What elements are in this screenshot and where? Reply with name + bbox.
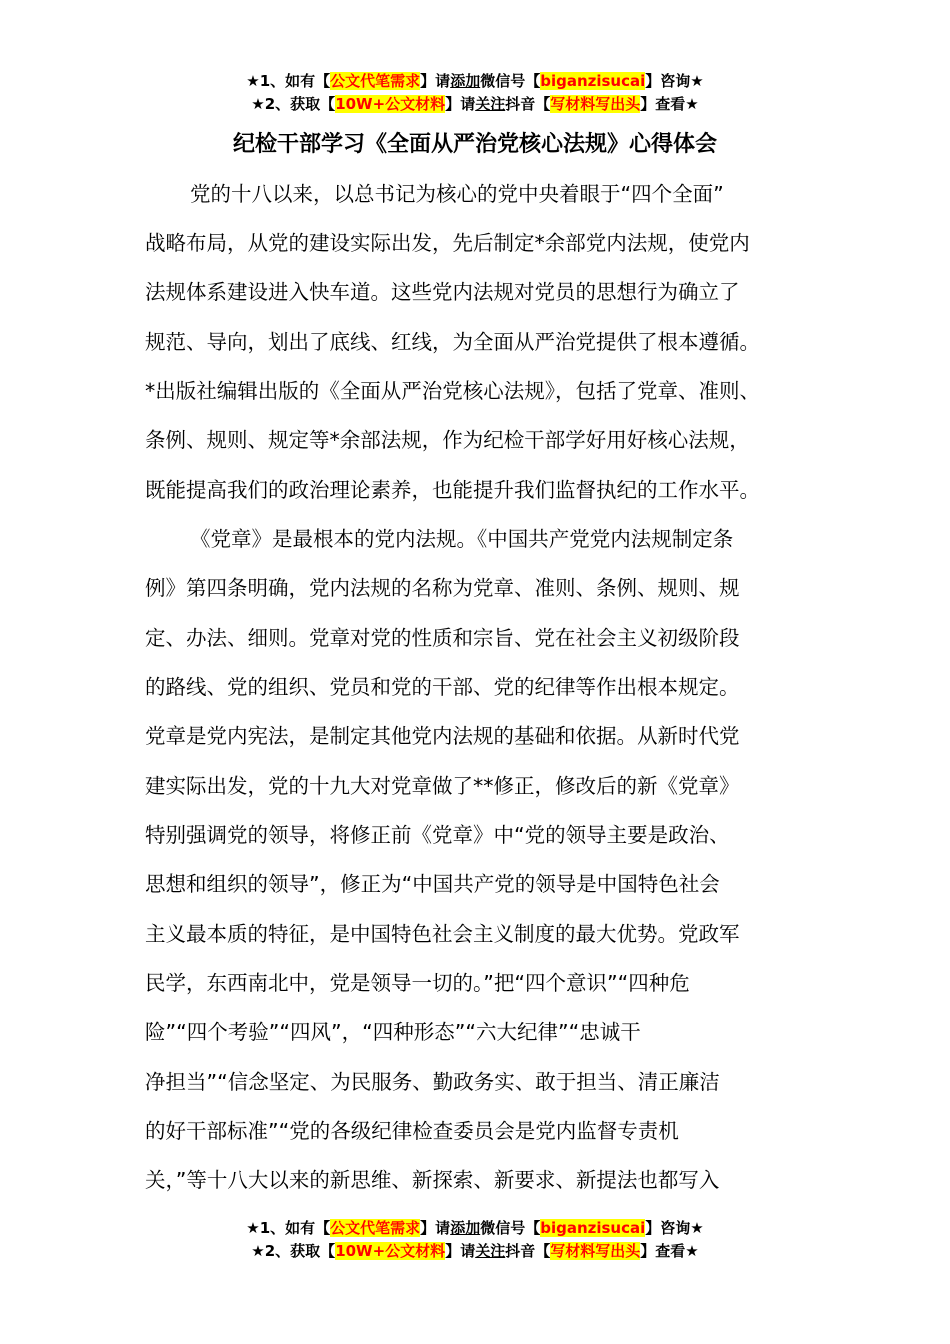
promo-underlined: 关注 bbox=[475, 95, 506, 113]
body-line: *出版社编辑出版的《全面从严治党核心法规》，包括了党章、准则、 bbox=[145, 379, 760, 403]
promo-text: 】咨询★ bbox=[645, 1219, 704, 1237]
promo-line-1 bbox=[0, 1217, 950, 1240]
body-line: 党章是党内宪法，是制定其他党内法规的基础和依据。从新时代党 bbox=[145, 724, 740, 748]
promo-text: 】查看★ bbox=[640, 1242, 699, 1260]
body-line: 主义最本质的特征，是中国特色社会主义制度的最大优势。党政军 bbox=[145, 922, 740, 946]
promo-text: ★1、如有【 bbox=[246, 72, 331, 90]
body-line: 关，”等十八大以来的新思维、新探索、新要求、新提法也都写入 bbox=[145, 1168, 720, 1192]
body-line: 定、办法、细则。党章对党的性质和宗旨、党在社会主义初级阶段 bbox=[145, 626, 740, 650]
promo-highlight: biganzisucai bbox=[540, 72, 646, 90]
promo-line-2 bbox=[0, 1240, 950, 1263]
body-line: 《党章》是最根本的党内法规。《中国共产党党内法规制定条 bbox=[190, 527, 734, 551]
body-line: 的路线、党的组织、党员和党的干部、党的纪律等作出根本规定。 bbox=[145, 675, 740, 699]
promo-text: 】请 bbox=[420, 72, 451, 90]
promo-highlight: 公文代笔需求 bbox=[330, 1219, 421, 1237]
body-line: 特别强调党的领导，将修正前《党章》中“党的领导主要是政治、 bbox=[145, 823, 730, 847]
promo-banner-bottom bbox=[0, 1217, 950, 1263]
promo-line-1 bbox=[0, 70, 950, 93]
promo-highlight: 写材料写出头 bbox=[550, 1242, 641, 1260]
promo-text: 】请 bbox=[420, 1219, 451, 1237]
promo-highlight: 10W+公文材料 bbox=[335, 95, 446, 113]
body-line: 的好干部标准”“党的各级纪律检查委员会是党内监督专责机 bbox=[145, 1119, 679, 1143]
body-line: 例》第四条明确，党内法规的名称为党章、准则、条例、规则、规 bbox=[145, 576, 740, 600]
promo-text: ★2、获取【 bbox=[251, 95, 336, 113]
promo-highlight: 公文代笔需求 bbox=[330, 72, 421, 90]
body-line: 既能提高我们的政治理论素养，也能提升我们监督执纪的工作水平。 bbox=[145, 478, 760, 502]
body-line: 思想和组织的领导”，修正为“中国共产党的领导是中国特色社会 bbox=[145, 872, 720, 896]
promo-text: 】查看★ bbox=[640, 95, 699, 113]
promo-text: 微信号【 bbox=[480, 72, 541, 90]
body-line: 法规体系建设进入快车道。这些党内法规对党员的思想行为确立了 bbox=[145, 280, 740, 304]
body-line: 险”“四个考验”“四风”，“四种形态”“六大纪律”“忠诚干 bbox=[145, 1020, 641, 1044]
promo-text: ★2、获取【 bbox=[251, 1242, 336, 1260]
document-title: 纪检干部学习《全面从严治党核心法规》心得体会 bbox=[232, 132, 717, 157]
body-line: 党的十八以来，以总书记为核心的党中央着眼于“四个全面” bbox=[190, 182, 724, 206]
promo-text: 】咨询★ bbox=[645, 72, 704, 90]
body-line: 建实际出发，党的十九大对党章做了**修正，修改后的新《党章》 bbox=[145, 774, 740, 798]
promo-underlined: 关注 bbox=[475, 1242, 506, 1260]
body-line: 净担当”“信念坚定、为民服务、勤政务实、敢于担当、清正廉洁 bbox=[145, 1070, 720, 1094]
promo-text: 抖音【 bbox=[505, 1242, 551, 1260]
body-line: 规范、导向，划出了底线、红线，为全面从严治党提供了根本遵循。 bbox=[145, 330, 760, 354]
promo-underlined: 添加 bbox=[450, 1219, 481, 1237]
promo-text: 】请 bbox=[445, 95, 476, 113]
promo-underlined: 添加 bbox=[450, 72, 481, 90]
body-line: 战略布局，从党的建设实际出发，先后制定*余部党内法规，使党内 bbox=[145, 231, 750, 255]
promo-line-2 bbox=[0, 93, 950, 116]
body-line: 条例、规则、规定等*余部法规，作为纪检干部学好用好核心法规， bbox=[145, 428, 750, 452]
promo-text: 】请 bbox=[445, 1242, 476, 1260]
promo-highlight: 10W+公文材料 bbox=[335, 1242, 446, 1260]
body-line: 民学，东西南北中，党是领导一切的。”把“四个意识”“四种危 bbox=[145, 971, 690, 995]
promo-banner-top bbox=[0, 70, 950, 116]
promo-text: 微信号【 bbox=[480, 1219, 541, 1237]
promo-text: 抖音【 bbox=[505, 95, 551, 113]
promo-highlight: biganzisucai bbox=[540, 1219, 646, 1237]
promo-highlight: 写材料写出头 bbox=[550, 95, 641, 113]
promo-text: ★1、如有【 bbox=[246, 1219, 331, 1237]
